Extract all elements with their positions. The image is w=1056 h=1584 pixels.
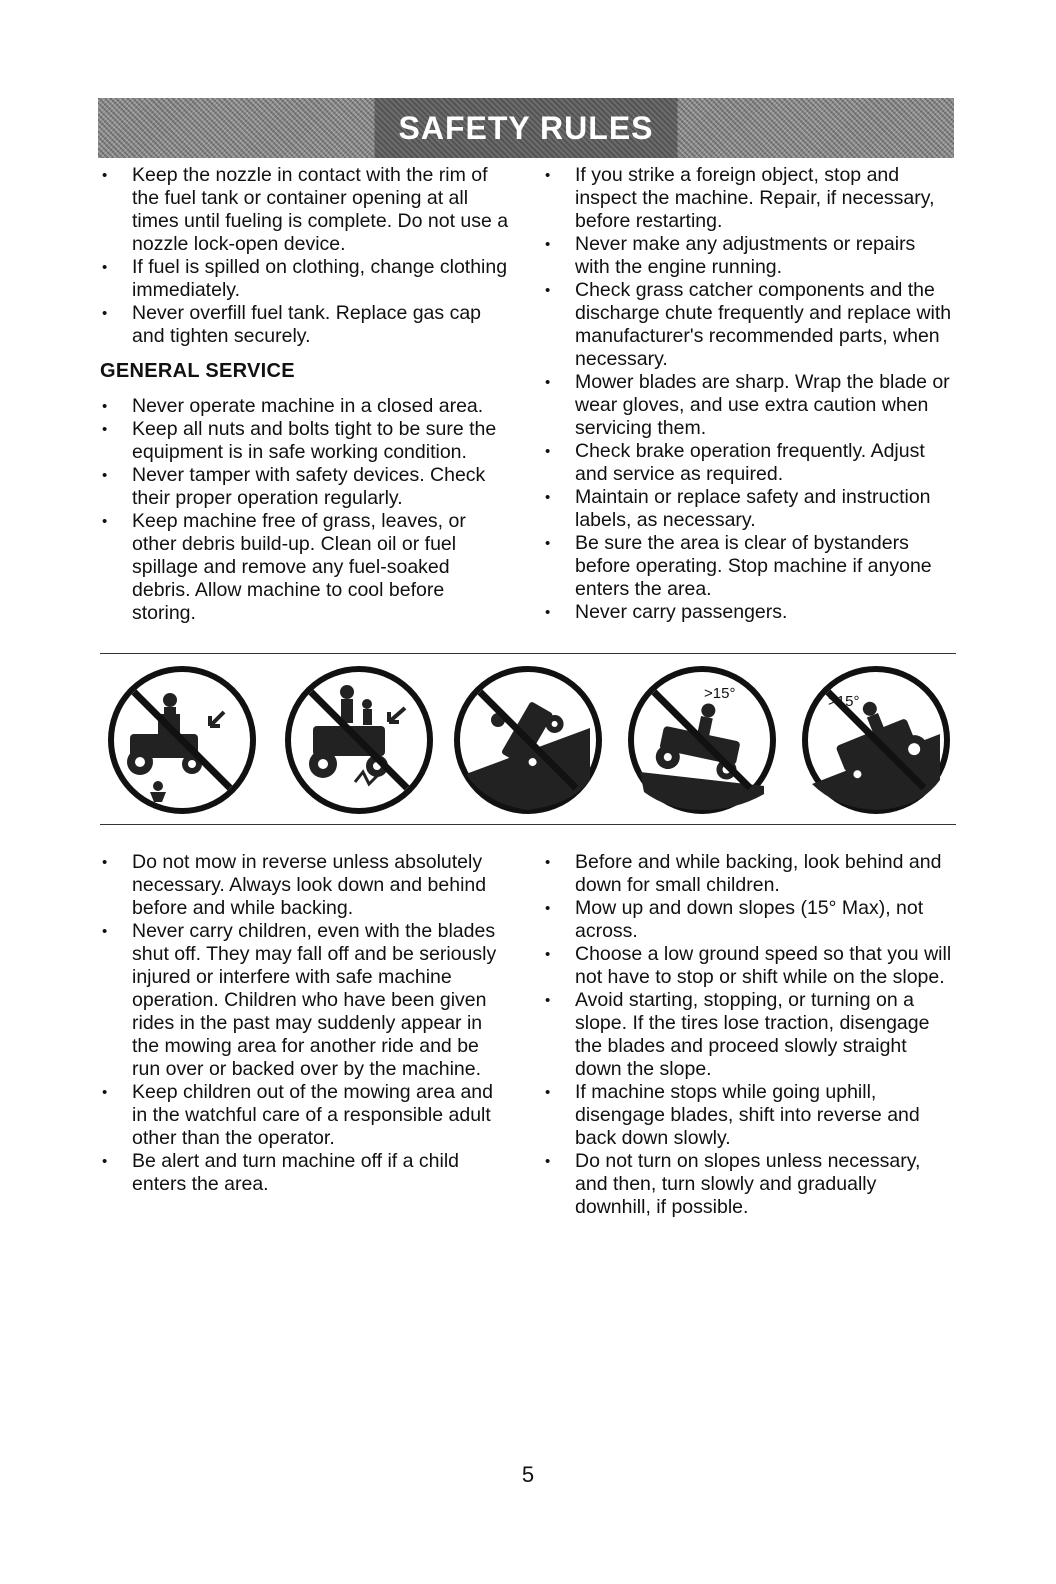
service-rules-list (543, 164, 955, 624)
list-item: • Choose a low ground speed so that you will not have to stop or shift while on the slope. (543, 943, 955, 989)
list-item: • Never operate machine in a closed area. (100, 395, 512, 418)
list-item: • Never make any adjustments or repairs with the engine running. (543, 233, 955, 279)
no-riding-near-children-icon (106, 664, 258, 816)
list-item: • Keep all nuts and bolts tight to be sure the equipment is in safe working condition. (100, 418, 512, 464)
slope-limit-label: >15° (704, 685, 736, 702)
list-item: • Mow up and down slopes (15° Max), not across. (543, 897, 955, 943)
safety-symbols-row (100, 664, 956, 818)
list-item: • Never tamper with safety devices. Check their proper operation regularly. (100, 464, 512, 510)
list-item: • Do not mow in reverse unless absolutely necessary. Always look down and behind before and while backing. (100, 851, 512, 920)
slope-limit-label: >15° (828, 693, 860, 710)
no-sideways-slope-icon (800, 664, 952, 816)
list-item: • Be sure the area is clear of bystanders before operating. Stop machine if anyone enters the area. (543, 532, 955, 601)
list-item: • Never carry passengers. (543, 601, 955, 624)
list-item: • Mower blades are sharp. Wrap the blade or wear gloves, and use extra caution when servicing them. (543, 371, 955, 440)
list-item: • Keep children out of the mowing area and in the watchful care of a responsible adult other than the operator. (100, 1081, 512, 1150)
list-item: • Avoid starting, stopping, or turning on a slope. If the tires lose traction, disengage the blades and proceed slowly straight down the slope. (543, 989, 955, 1081)
page-title: SAFETY RULES (375, 98, 678, 158)
list-item: • Before and while backing, look behind and down for small children. (543, 851, 955, 897)
list-item: • Maintain or replace safety and instruction labels, as necessary. (543, 486, 955, 532)
list-item: • Do not turn on slopes unless necessary, and then, turn slowly and gradually downhill, if possible. (543, 1150, 955, 1219)
list-item: • Keep machine free of grass, leaves, or other debris build-up. Clean oil or fuel spillage and remove any fuel-soaked debris. Allow machine to cool before storing. (100, 510, 512, 625)
general-service-heading: GENERAL SERVICE (100, 360, 295, 382)
no-steep-slope-icon (626, 664, 778, 816)
fueling-rules-list (100, 164, 512, 348)
list-item: • If you strike a foreign object, stop and inspect the machine. Repair, if necessary, before restarting. (543, 164, 955, 233)
children-safety-list (100, 851, 512, 1196)
divider-top (100, 653, 956, 654)
list-item: • Check brake operation frequently. Adjust and service as required. (543, 440, 955, 486)
slope-safety-list (543, 851, 955, 1219)
no-tipping-on-ramp-icon (452, 664, 604, 816)
no-passengers-icon (283, 664, 435, 816)
general-service-list (100, 395, 512, 625)
left-bottom-column (100, 851, 512, 1196)
list-item: • If fuel is spilled on clothing, change clothing immediately. (100, 256, 512, 302)
list-item: • Never carry children, even with the blades shut off. They may fall off and be seriously injured or interfere with safe machine operation. Children who have been given rides in the past may suddenly appear in the mowing area for another ride and be run over or backed over by the machine. (100, 920, 512, 1081)
right-bottom-column (543, 851, 955, 1219)
title-banner (98, 98, 954, 158)
left-top-column (100, 164, 512, 625)
list-item: • Check grass catcher components and the discharge chute frequently and replace with manufacturer's recommended parts, when necessary. (543, 279, 955, 371)
list-item: • Be alert and turn machine off if a child enters the area. (100, 1150, 512, 1196)
page-number: 5 (521, 1462, 535, 1487)
divider-bottom (100, 824, 956, 825)
list-item: • Never overfill fuel tank. Replace gas cap and tighten securely. (100, 302, 512, 348)
list-item: • Keep the nozzle in contact with the rim of the fuel tank or container opening at all times until fueling is complete. Do not use a nozzle lock-open device. (100, 164, 512, 256)
right-top-column (543, 164, 955, 624)
list-item: • If machine stops while going uphill, disengage blades, shift into reverse and back down slowly. (543, 1081, 955, 1150)
